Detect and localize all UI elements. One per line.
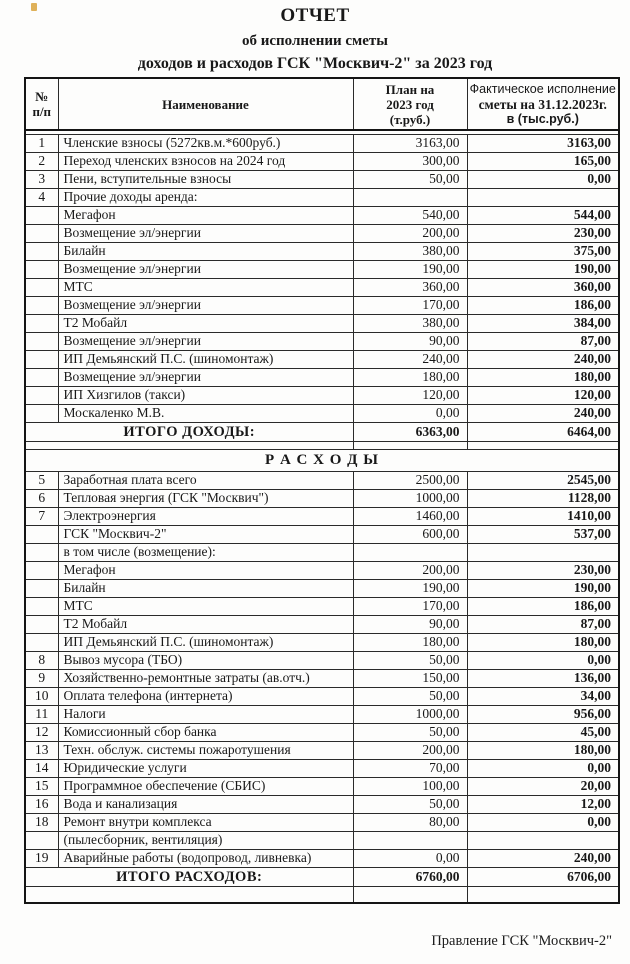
header-line: п/п (32, 104, 52, 119)
row-name: Техн. обслуж. системы пожаротушения (58, 741, 353, 759)
row-number: 11 (25, 705, 58, 723)
row-plan-value: 170,00 (353, 597, 467, 615)
row-number: 3 (25, 170, 58, 188)
row-fact-value: 384,00 (467, 314, 619, 332)
table-row (25, 404, 619, 422)
table-row (25, 579, 619, 597)
row-name: Ремонт внутри комплекса (58, 813, 353, 831)
row-name: Переход членских взносов на 2024 год (58, 152, 353, 170)
row-number (25, 260, 58, 278)
row-name: Т2 Мобайл (58, 615, 353, 633)
table-row (25, 188, 619, 206)
row-plan-value: 240,00 (353, 350, 467, 368)
row-plan-value: 380,00 (353, 242, 467, 260)
row-fact-value: 20,00 (467, 777, 619, 795)
row-fact-value: 544,00 (467, 206, 619, 224)
row-name: Электроэнергия (58, 507, 353, 525)
row-plan-value: 90,00 (353, 332, 467, 350)
row-plan-value: 180,00 (353, 633, 467, 651)
total-fact-value: 6464,00 (467, 422, 619, 441)
row-number (25, 543, 58, 561)
table-row (25, 278, 619, 296)
row-number: 5 (25, 471, 58, 489)
row-fact-value (467, 543, 619, 561)
row-number (25, 525, 58, 543)
header-line: План на (385, 81, 435, 97)
row-plan-value: 90,00 (353, 615, 467, 633)
table-row (25, 633, 619, 651)
row-plan-value: 2500,00 (353, 471, 467, 489)
row-plan-value: 190,00 (353, 579, 467, 597)
row-fact-value: 190,00 (467, 260, 619, 278)
row-plan-value: 1460,00 (353, 507, 467, 525)
table-row (25, 350, 619, 368)
row-name: Т2 Мобайл (58, 314, 353, 332)
row-name: Москаленко М.В. (58, 404, 353, 422)
table-row (25, 687, 619, 705)
row-name: Возмещение эл/энергии (58, 332, 353, 350)
header-line: 2023 год (386, 96, 434, 112)
row-plan-value (353, 831, 467, 849)
total-row (25, 422, 619, 441)
row-fact-value: 180,00 (467, 633, 619, 651)
row-name: Членские взносы (5272кв.м.*600руб.) (58, 134, 353, 152)
section-header-row (25, 449, 619, 471)
row-fact-value: 180,00 (467, 368, 619, 386)
table-row (25, 386, 619, 404)
table-row (25, 651, 619, 669)
table-row (25, 507, 619, 525)
empty-cell (353, 886, 467, 903)
row-name: в том числе (возмещение): (58, 543, 353, 561)
row-plan-value: 50,00 (353, 170, 467, 188)
row-number (25, 561, 58, 579)
row-name: ИП Хизгилов (такси) (58, 386, 353, 404)
row-fact-value: 190,00 (467, 579, 619, 597)
row-fact-value: 165,00 (467, 152, 619, 170)
row-number: 10 (25, 687, 58, 705)
row-name: Возмещение эл/энергии (58, 224, 353, 242)
column-header-name: Наименование (58, 78, 353, 130)
row-plan-value: 0,00 (353, 849, 467, 867)
total-row (25, 867, 619, 886)
spacer-cell (25, 441, 353, 449)
row-fact-value: 240,00 (467, 404, 619, 422)
row-number (25, 206, 58, 224)
row-plan-value: 70,00 (353, 759, 467, 777)
document-title-block (0, 0, 630, 72)
spacer-cell (353, 441, 467, 449)
row-number (25, 350, 58, 368)
table-row (25, 525, 619, 543)
row-plan-value: 50,00 (353, 795, 467, 813)
table-row (25, 597, 619, 615)
row-name: ГСК "Москвич-2" (58, 525, 353, 543)
row-number (25, 597, 58, 615)
row-fact-value (467, 188, 619, 206)
row-fact-value (467, 831, 619, 849)
row-plan-value: 380,00 (353, 314, 467, 332)
table-row (25, 669, 619, 687)
row-number (25, 278, 58, 296)
row-number: 16 (25, 795, 58, 813)
row-number: 12 (25, 723, 58, 741)
table-row (25, 134, 619, 152)
row-number (25, 386, 58, 404)
table-row (25, 795, 619, 813)
table-row (25, 471, 619, 489)
table-row (25, 152, 619, 170)
total-plan-value: 6760,00 (353, 867, 467, 886)
table-body (25, 130, 619, 903)
row-number (25, 368, 58, 386)
row-name: МТС (58, 278, 353, 296)
row-fact-value: 1410,00 (467, 507, 619, 525)
row-plan-value: 50,00 (353, 723, 467, 741)
total-plan-value: 6363,00 (353, 422, 467, 441)
table-row (25, 741, 619, 759)
header-line: Фактическое исполнение (469, 81, 616, 96)
row-plan-value: 1000,00 (353, 705, 467, 723)
row-name: (пылесборник, вентиляция) (58, 831, 353, 849)
row-plan-value: 170,00 (353, 296, 467, 314)
header-line: сметы на 31.12.2023г. (478, 96, 607, 112)
row-name: Вода и канализация (58, 795, 353, 813)
page-title: ОТЧЕТ (280, 5, 350, 26)
total-label: ИТОГО РАСХОДОВ: (25, 867, 353, 886)
table-row (25, 561, 619, 579)
column-header-fact (467, 78, 619, 130)
spacer-cell (467, 441, 619, 449)
row-fact-value: 180,00 (467, 741, 619, 759)
row-number: 18 (25, 813, 58, 831)
row-fact-value: 136,00 (467, 669, 619, 687)
row-fact-value: 360,00 (467, 278, 619, 296)
empty-cell (467, 886, 619, 903)
table-row (25, 759, 619, 777)
row-name: Юридические услуги (58, 759, 353, 777)
row-number: 6 (25, 489, 58, 507)
row-plan-value: 100,00 (353, 777, 467, 795)
table-row (25, 206, 619, 224)
row-number (25, 633, 58, 651)
row-fact-value: 34,00 (467, 687, 619, 705)
total-fact-value: 6706,00 (467, 867, 619, 886)
row-fact-value: 240,00 (467, 849, 619, 867)
row-fact-value: 230,00 (467, 561, 619, 579)
row-name: Заработная плата всего (58, 471, 353, 489)
row-name: Возмещение эл/энергии (58, 296, 353, 314)
row-plan-value: 80,00 (353, 813, 467, 831)
table-row (25, 489, 619, 507)
page-subtitle-1: об исполнении сметы (241, 33, 388, 49)
row-number (25, 615, 58, 633)
row-fact-value: 375,00 (467, 242, 619, 260)
table-row (25, 242, 619, 260)
row-name: Комиссионный сбор банка (58, 723, 353, 741)
row-plan-value: 1000,00 (353, 489, 467, 507)
row-name: МТС (58, 597, 353, 615)
row-name: Аварийные работы (водопровод, ливневка) (58, 849, 353, 867)
row-number (25, 242, 58, 260)
table-row (25, 170, 619, 188)
row-plan-value: 0,00 (353, 404, 467, 422)
row-plan-value (353, 543, 467, 561)
table-row (25, 224, 619, 242)
row-fact-value: 45,00 (467, 723, 619, 741)
empty-cell (25, 886, 353, 903)
row-name: Налоги (58, 705, 353, 723)
row-fact-value: 956,00 (467, 705, 619, 723)
row-number: 13 (25, 741, 58, 759)
row-name: Вывоз мусора (ТБО) (58, 651, 353, 669)
table-row (25, 543, 619, 561)
table-header (25, 78, 619, 130)
table-row (25, 705, 619, 723)
header-line: (т.руб.) (389, 111, 431, 127)
row-plan-value: 360,00 (353, 278, 467, 296)
table-row (25, 615, 619, 633)
empty-row (25, 886, 619, 903)
row-plan-value (353, 188, 467, 206)
table-row (25, 296, 619, 314)
row-number: 7 (25, 507, 58, 525)
row-fact-value: 12,00 (467, 795, 619, 813)
row-plan-value: 200,00 (353, 224, 467, 242)
footer-signature: Правление ГСК "Москвич-2" (431, 933, 612, 949)
row-number: 2 (25, 152, 58, 170)
row-plan-value: 50,00 (353, 687, 467, 705)
row-fact-value: 186,00 (467, 296, 619, 314)
column-header-plan (353, 78, 467, 130)
table-row (25, 813, 619, 831)
row-fact-value: 240,00 (467, 350, 619, 368)
row-fact-value: 0,00 (467, 759, 619, 777)
spacer-row (25, 441, 619, 449)
row-number (25, 332, 58, 350)
row-fact-value: 0,00 (467, 651, 619, 669)
row-number (25, 579, 58, 597)
table-row (25, 849, 619, 867)
row-name: Программное обеспечение (СБИС) (58, 777, 353, 795)
row-fact-value: 87,00 (467, 332, 619, 350)
column-header-number (25, 78, 58, 130)
row-plan-value: 540,00 (353, 206, 467, 224)
row-name: ИП Демьянский П.С. (шиномонтаж) (58, 350, 353, 368)
table-row (25, 260, 619, 278)
row-fact-value: 2545,00 (467, 471, 619, 489)
budget-report-table (24, 77, 620, 904)
row-plan-value: 180,00 (353, 368, 467, 386)
row-number (25, 831, 58, 849)
row-number (25, 224, 58, 242)
row-number (25, 404, 58, 422)
table-row (25, 314, 619, 332)
table-row (25, 723, 619, 741)
row-name: Пени, вступительные взносы (58, 170, 353, 188)
row-fact-value: 537,00 (467, 525, 619, 543)
total-label: ИТОГО ДОХОДЫ: (25, 422, 353, 441)
row-number: 8 (25, 651, 58, 669)
header-line: в (тыс.руб.) (506, 111, 579, 126)
row-number (25, 314, 58, 332)
table-row (25, 777, 619, 795)
row-name: Билайн (58, 242, 353, 260)
section-header-label: Р А С Х О Д Ы (25, 449, 619, 471)
row-name: Мегафон (58, 561, 353, 579)
row-name: Оплата телефона (интернета) (58, 687, 353, 705)
row-name: Билайн (58, 579, 353, 597)
row-number: 14 (25, 759, 58, 777)
row-fact-value: 3163,00 (467, 134, 619, 152)
row-number: 4 (25, 188, 58, 206)
row-number: 9 (25, 669, 58, 687)
row-number: 19 (25, 849, 58, 867)
row-plan-value: 600,00 (353, 525, 467, 543)
row-name: Хозяйственно-ремонтные затраты (ав.отч.) (58, 669, 353, 687)
row-fact-value: 87,00 (467, 615, 619, 633)
row-plan-value: 50,00 (353, 651, 467, 669)
row-plan-value: 3163,00 (353, 134, 467, 152)
row-plan-value: 120,00 (353, 386, 467, 404)
table-row (25, 368, 619, 386)
row-name: Возмещение эл/энергии (58, 368, 353, 386)
row-number: 15 (25, 777, 58, 795)
row-name: Мегафон (58, 206, 353, 224)
row-plan-value: 300,00 (353, 152, 467, 170)
row-fact-value: 120,00 (467, 386, 619, 404)
row-plan-value: 190,00 (353, 260, 467, 278)
row-fact-value: 0,00 (467, 170, 619, 188)
row-number: 1 (25, 134, 58, 152)
row-fact-value: 0,00 (467, 813, 619, 831)
page-subtitle-2: доходов и расходов ГСК "Москвич-2" за 2023 год (137, 55, 493, 72)
table-header-row (25, 78, 619, 130)
row-name: Тепловая энергия (ГСК "Москвич") (58, 489, 353, 507)
row-plan-value: 200,00 (353, 561, 467, 579)
row-name: Прочие доходы аренда: (58, 188, 353, 206)
table-row (25, 831, 619, 849)
row-plan-value: 150,00 (353, 669, 467, 687)
table-row (25, 332, 619, 350)
row-fact-value: 186,00 (467, 597, 619, 615)
header-line: № (35, 89, 49, 104)
row-fact-value: 230,00 (467, 224, 619, 242)
row-fact-value: 1128,00 (467, 489, 619, 507)
scan-artifact-dot (31, 3, 37, 11)
row-name: Возмещение эл/энергии (58, 260, 353, 278)
row-plan-value: 200,00 (353, 741, 467, 759)
row-number (25, 296, 58, 314)
row-name: ИП Демьянский П.С. (шиномонтаж) (58, 633, 353, 651)
